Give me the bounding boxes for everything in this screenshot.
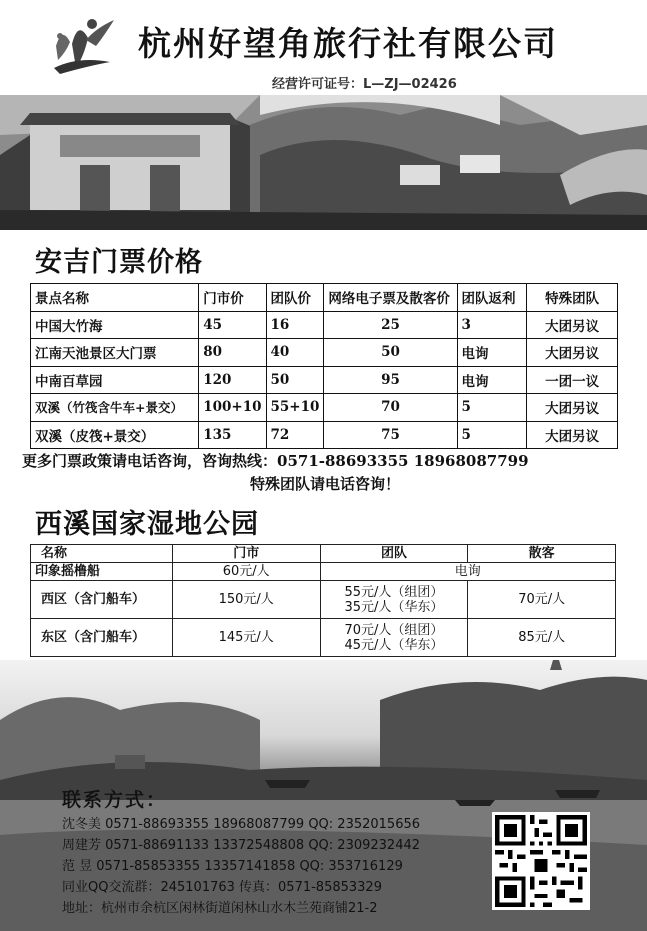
cell-price: 135 xyxy=(199,421,266,449)
cell-price: 80 xyxy=(199,339,266,367)
cell-rebate: 5 xyxy=(457,394,527,422)
cell-online: 75 xyxy=(324,421,457,449)
cell-team: 16 xyxy=(266,311,324,339)
cell-team: 55+10 xyxy=(266,394,324,422)
col-header: 团队 xyxy=(320,545,468,563)
cell-special: 一团一议 xyxy=(527,366,618,394)
cell-name: 双溪（皮筏+景交） xyxy=(31,421,199,449)
table-row xyxy=(31,581,616,619)
cell-team: 72 xyxy=(266,421,324,449)
col-header: 景点名称 xyxy=(31,284,199,312)
cell-price: 120 xyxy=(199,366,266,394)
banner-photo xyxy=(0,95,647,230)
table-row xyxy=(31,339,618,367)
cell-individual: 85元/人 xyxy=(468,619,616,657)
col-header: 门市价 xyxy=(199,284,266,312)
cell-special: 大团另议 xyxy=(527,394,618,422)
cell-name: 印象摇橹船 xyxy=(31,563,173,581)
address-line: 地址：杭州市余杭区闲林街道闲林山水木兰苑商铺21-2 xyxy=(62,901,378,916)
cell-special: 大团另议 xyxy=(527,311,618,339)
xixi-price-table xyxy=(30,544,616,657)
table-row xyxy=(31,421,618,449)
cell-price: 150元/人 xyxy=(172,581,320,619)
table-row xyxy=(31,563,616,581)
cell-rebate: 电询 xyxy=(457,366,527,394)
anji-title: 安吉门票价格 xyxy=(35,247,203,278)
qr-code-icon xyxy=(492,812,590,910)
cell-rebate: 电询 xyxy=(457,339,527,367)
cell-name: 西区（含门船车） xyxy=(31,581,173,619)
cell-price: 100+10 xyxy=(199,394,266,422)
cell-online: 50 xyxy=(324,339,457,367)
cell-name: 东区（含门船车） xyxy=(31,619,173,657)
table-header-row xyxy=(31,545,616,563)
team-price-group: 55元/人（组团） xyxy=(344,584,444,600)
cell-individual: 70元/人 xyxy=(468,581,616,619)
cell-name: 中国大竹海 xyxy=(31,311,199,339)
cell-rebate: 3 xyxy=(457,311,527,339)
contact-line: 周建芳 0571-88691133 13372548808 QQ: 2309232442 xyxy=(62,838,421,853)
cell-online: 25 xyxy=(324,311,457,339)
banner-scenery xyxy=(0,95,647,230)
table-row xyxy=(31,366,618,394)
people-logo-icon xyxy=(48,16,120,76)
cell-team: 40 xyxy=(266,339,324,367)
team-price-east: 35元/人（华东） xyxy=(344,599,444,615)
table-row xyxy=(31,394,618,422)
header xyxy=(0,0,647,95)
hotline-text: 更多门票政策请电话咨询，咨询热线：0571-88693355 18968087799 xyxy=(22,452,529,470)
col-header: 门市 xyxy=(172,545,320,563)
cell-price: 60元/人 xyxy=(172,563,320,581)
col-header: 散客 xyxy=(468,545,616,563)
cell-name: 双溪（竹筏含牛车+景交） xyxy=(31,394,199,422)
cell-team: 50 xyxy=(266,366,324,394)
col-header: 名称 xyxy=(31,545,173,563)
anji-price-table xyxy=(30,283,618,449)
table-header-row xyxy=(31,284,618,312)
col-header: 团队返利 xyxy=(457,284,527,312)
team-price-east: 45元/人（华东） xyxy=(344,637,444,653)
company-name: 杭州好望角旅行社有限公司 xyxy=(138,24,558,63)
contact-line: 沈冬美 0571-88693355 18968087799 QQ: 2352015656 xyxy=(62,817,421,832)
team-price-group: 70元/人（组团） xyxy=(344,622,444,638)
special-team-note: 特殊团队请电话咨询！ xyxy=(250,475,401,493)
cell-price: 45 xyxy=(199,311,266,339)
cell-name: 江南天池景区大门票 xyxy=(31,339,199,367)
cell-special: 大团另议 xyxy=(527,339,618,367)
contact-line: 同业QQ交流群：245101763 传真：0571-85853329 xyxy=(62,880,382,895)
cell-online: 95 xyxy=(324,366,457,394)
col-header: 团队价 xyxy=(266,284,324,312)
col-header: 特殊团队 xyxy=(527,284,618,312)
cell-team xyxy=(320,581,468,619)
table-row xyxy=(31,311,618,339)
cell-online: 70 xyxy=(324,394,457,422)
col-header: 网络电子票及散客价 xyxy=(324,284,457,312)
cell-team xyxy=(320,619,468,657)
xixi-title: 西溪国家湿地公园 xyxy=(35,509,259,540)
contact-line: 范 昱 0571-85853355 13357141858 QQ: 353716129 xyxy=(62,859,403,874)
cell-rebate: 5 xyxy=(457,421,527,449)
cell-special: 大团另议 xyxy=(527,421,618,449)
cell-name: 中南百草园 xyxy=(31,366,199,394)
license-number: 经营许可证号：L—ZJ—02426 xyxy=(272,77,457,92)
cell-team: 电询 xyxy=(320,563,615,581)
table-row xyxy=(31,619,616,657)
cell-price: 145元/人 xyxy=(172,619,320,657)
contact-title: 联系方式： xyxy=(62,789,168,811)
